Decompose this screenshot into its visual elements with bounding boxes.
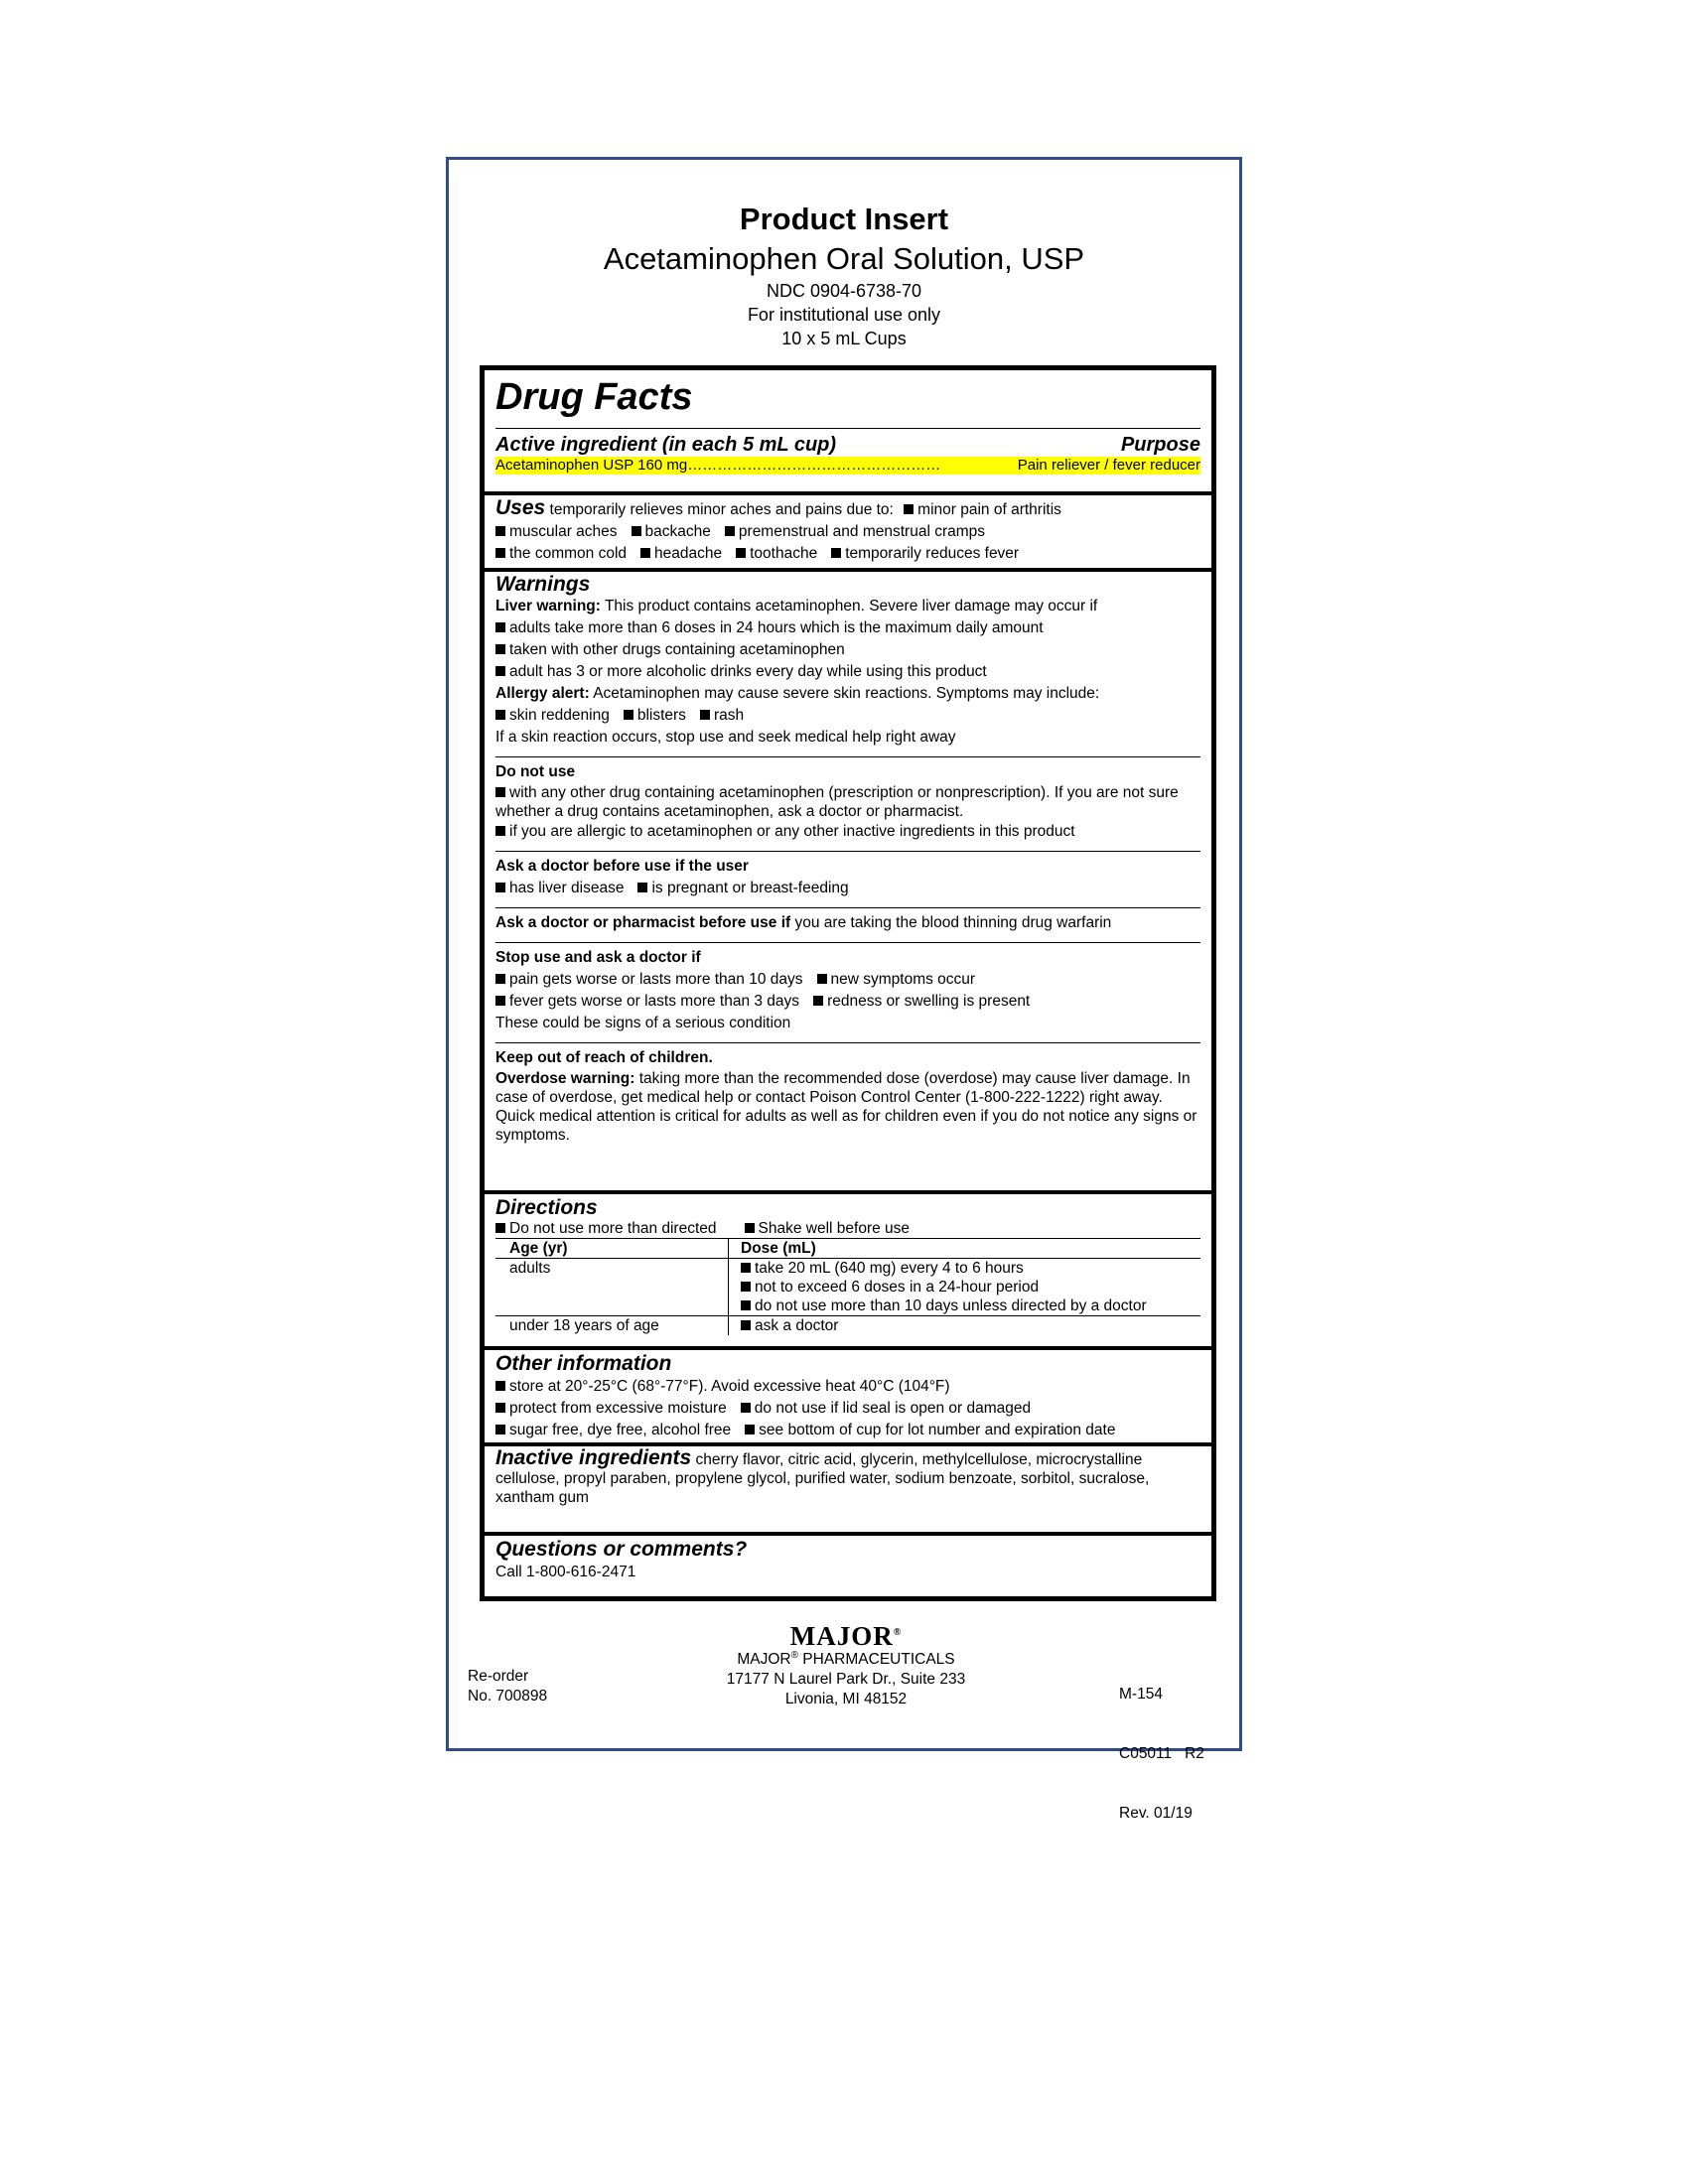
- pack-size: 10 x 5 mL Cups: [781, 329, 907, 348]
- use-item: backache: [644, 523, 711, 540]
- reorder-number: [468, 1667, 547, 1706]
- other-item: do not use if lid seal is open or damaged: [754, 1400, 1032, 1417]
- dose-column-header: Dose (mL): [741, 1240, 816, 1257]
- ask-pharmacist-label: Ask a doctor or pharmacist before use if: [495, 914, 791, 931]
- active-heading: Active ingredient (in each 5 mL cup): [495, 434, 837, 456]
- liver-item: adults take more than 6 doses in 24 hours which is the maximum daily amount: [509, 619, 1044, 636]
- keep-out-of-reach: Keep out of reach of children.: [495, 1049, 713, 1066]
- overdose-text: taking more than the recommended dose (overdose) may cause liver damage. In case of overdose, get medical help or contact Poison Control Center (1-800-222-1222) right away. Quick medical attention is critical for adults as well as for children even if you do not notice any signs or symptoms.: [495, 1070, 1197, 1144]
- liver-item: adult has 3 or more alcoholic drinks every day while using this product: [509, 663, 987, 680]
- questions-phone: Call 1-800-616-2471: [495, 1564, 636, 1580]
- liver-warning-label: Liver warning:: [495, 598, 601, 614]
- allergy-alert-label: Allergy alert:: [495, 685, 590, 702]
- insert-border: [446, 157, 1242, 1822]
- other-info-heading: Other information: [495, 1352, 672, 1375]
- age-cell: adults: [495, 1259, 729, 1316]
- overdose-label: Overdose warning:: [495, 1070, 635, 1087]
- drug-facts-panel: [480, 365, 1216, 1601]
- allergy-item: blisters: [636, 707, 686, 724]
- company-city: Livonia, MI 48152: [784, 1691, 908, 1708]
- inactive-text: cherry flavor, citric acid, glycerin, methylcellulose, microcrystalline cellulose, propyl paraben, propylene glycol, purified water, sodium benzoate, sorbitol, sucralose, xantham gum: [495, 1451, 1150, 1506]
- uses-intro: temporarily relieves minor aches and pains due to:: [549, 501, 894, 518]
- allergy-alert-text: Acetaminophen may cause severe skin reactions. Symptoms may include:: [593, 685, 1100, 702]
- allergy-item: rash: [713, 707, 745, 724]
- other-item: see bottom of cup for lot number and expiration date: [759, 1422, 1116, 1438]
- warnings-section: [485, 574, 1211, 1145]
- uses-heading: Uses: [495, 496, 546, 519]
- use-item: toothache: [750, 545, 818, 562]
- questions-section: [485, 1538, 1211, 1583]
- company-address: 17177 N Laurel Park Dr., Suite 233: [726, 1671, 966, 1689]
- directions-heading: Directions: [495, 1196, 598, 1219]
- active-ingredient-row: [495, 457, 1200, 475]
- stop-after: These could be signs of a serious condition: [495, 1015, 791, 1031]
- use-item: minor pain of arthritis: [917, 501, 1061, 518]
- active-purpose: Pain reliever / fever reducer: [1017, 457, 1200, 474]
- drug-facts-header: [485, 370, 1211, 475]
- stop-item: fever gets worse or lasts more than 3 days: [509, 993, 800, 1010]
- dose-item: do not use more than 10 days unless directed by a doctor: [755, 1297, 1147, 1314]
- table-row: [495, 1259, 1200, 1316]
- age-column-header: Age (yr): [495, 1239, 729, 1259]
- use-item: premenstrual and menstrual cramps: [738, 523, 986, 540]
- dose-item: not to exceed 6 doses in a 24-hour period: [755, 1279, 1040, 1296]
- company-name: MAJOR® PHARMACEUTICALS: [737, 1650, 955, 1669]
- do-not-use-item: with any other drug containing acetaminophen (prescription or nonprescription). If you are not sure whether a drug contains acetaminophen, ask a doctor or pharmacist.: [495, 784, 1179, 820]
- ask-pharmacist-text: you are taking the blood thinning drug warfarin: [794, 914, 1112, 931]
- leader-dots: ……………………………………………: [687, 457, 941, 474]
- ask-doctor-heading: Ask a doctor before use if the user: [495, 858, 749, 875]
- other-info-section: [485, 1352, 1211, 1441]
- document-codes: [1119, 1645, 1204, 1863]
- other-item: sugar free, dye free, alcohol free: [509, 1422, 732, 1438]
- purpose-heading: Purpose: [1120, 434, 1200, 456]
- use-item: muscular aches: [509, 523, 618, 540]
- code-line: C05011 R2: [1119, 1745, 1204, 1762]
- questions-heading: Questions or comments?: [495, 1538, 748, 1561]
- allergy-after: If a skin reaction occurs, stop use and seek medical help right away: [495, 729, 956, 746]
- product-name: Acetaminophen Oral Solution, USP: [603, 241, 1085, 276]
- do-not-use-heading: Do not use: [495, 763, 576, 780]
- allergy-item: skin reddening: [509, 707, 610, 724]
- stop-use-heading: Stop use and ask a doctor if: [495, 949, 701, 966]
- code-line: Rev. 01/19: [1119, 1805, 1193, 1822]
- direction-item: Shake well before use: [758, 1220, 911, 1237]
- dose-item: take 20 mL (640 mg) every 4 to 6 hours: [755, 1260, 1024, 1277]
- liver-warning-text: This product contains acetaminophen. Severe liver damage may occur if: [604, 598, 1098, 614]
- dosage-table: [495, 1238, 1200, 1335]
- stop-item: new symptoms occur: [830, 971, 976, 988]
- direction-item: Do not use more than directed: [509, 1220, 717, 1237]
- ndc-code: NDC 0904-6738-70: [766, 281, 922, 301]
- use-item: headache: [654, 545, 723, 562]
- product-details: [449, 279, 1239, 350]
- major-logo: MAJOR®: [789, 1621, 903, 1651]
- code-line: M-154: [1119, 1686, 1163, 1703]
- ask-doctor-item: is pregnant or breast-feeding: [651, 880, 849, 896]
- uses-section: [485, 497, 1211, 565]
- page-title: Product Insert: [739, 202, 949, 236]
- inactive-heading: Inactive ingredients: [495, 1446, 692, 1469]
- warnings-heading: Warnings: [495, 573, 591, 596]
- use-note: For institutional use only: [747, 305, 941, 325]
- stop-item: redness or swelling is present: [827, 993, 1031, 1010]
- other-item: store at 20°-25°C (68°-77°F). Avoid excessive heat 40°C (104°F): [509, 1378, 950, 1395]
- liver-item: taken with other drugs containing acetaminophen: [509, 641, 845, 658]
- dose-item: ask a doctor: [755, 1317, 839, 1334]
- other-item: protect from excessive moisture: [509, 1400, 727, 1417]
- stop-item: pain gets worse or lasts more than 10 days: [509, 971, 803, 988]
- reorder-label: Re-order: [468, 1668, 529, 1685]
- reorder-value: No. 700898: [468, 1688, 548, 1705]
- use-item: temporarily reduces fever: [845, 545, 1020, 562]
- do-not-use-item: if you are allergic to acetaminophen or any other inactive ingredients in this product: [509, 823, 1075, 840]
- table-row: [495, 1316, 1200, 1336]
- use-item: the common cold: [509, 545, 628, 562]
- directions-section: [485, 1196, 1211, 1335]
- drug-facts-title: Drug Facts: [495, 376, 693, 418]
- ask-doctor-item: has liver disease: [509, 880, 625, 896]
- inactive-section: [485, 1448, 1211, 1507]
- age-cell: under 18 years of age: [495, 1316, 729, 1336]
- active-ingredient: Acetaminophen USP 160 mg: [495, 457, 688, 474]
- manufacturer-block: [647, 1623, 1045, 1709]
